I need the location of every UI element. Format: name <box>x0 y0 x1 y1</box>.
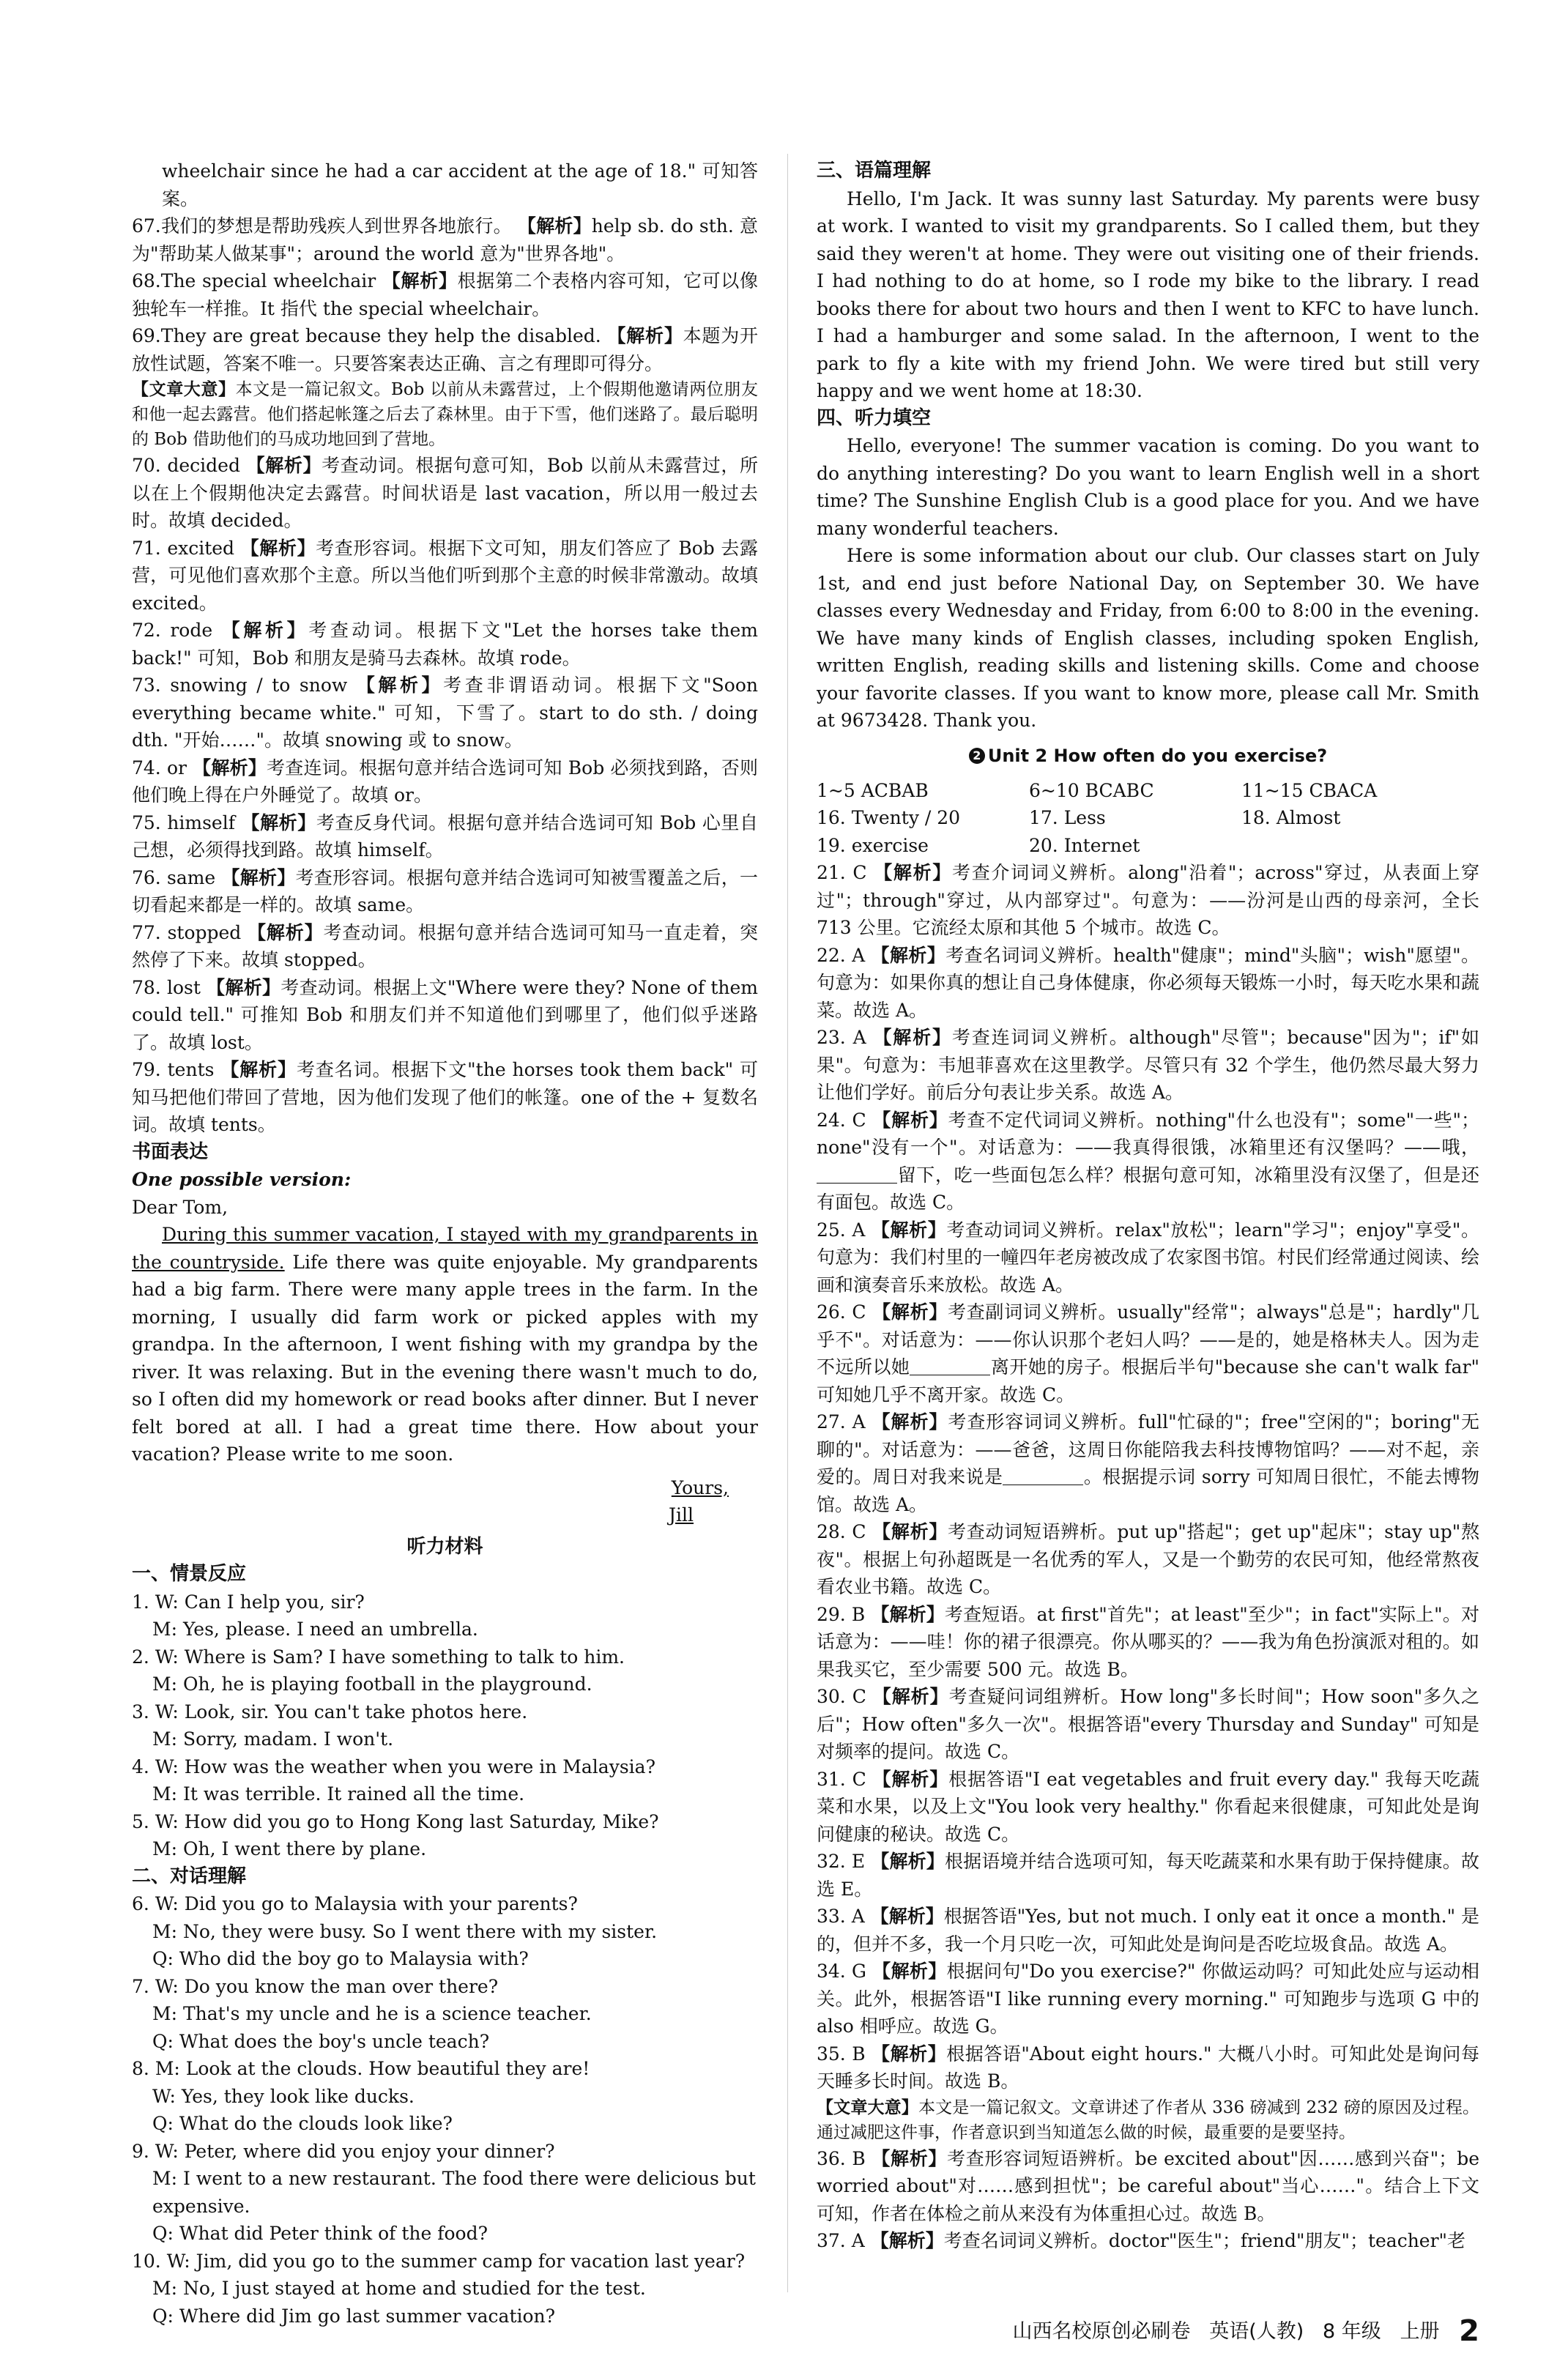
analysis-tag: 【解析】 <box>248 921 324 943</box>
answer-value: decided <box>167 455 240 476</box>
item-number: 24. <box>817 1109 846 1131</box>
item-number: 9. <box>132 2140 149 2162</box>
dialogue-text: W: Yes, they look like ducks. <box>152 2085 415 2107</box>
analysis-tag: 【解析】 <box>871 944 946 966</box>
analysis-tag: 【解析】 <box>220 1059 297 1080</box>
dialogue-text: W: How was the weather when you were in Malaysia? <box>155 1755 655 1777</box>
letter-closing: Yours, <box>671 1476 729 1498</box>
analysis-tag: 【解析】 <box>872 1521 948 1542</box>
answer-value: A <box>852 944 866 966</box>
analysis-tag: 【解析】 <box>607 325 683 346</box>
dialogue-line <box>132 1698 758 1726</box>
right-summary-paragraph <box>817 2095 1479 2145</box>
answer-cell: 18. Almost <box>1241 807 1341 828</box>
answer-item <box>817 859 1479 942</box>
analysis-text: 根据语境并结合选项可知，每天吃蔬菜和水果有助于保持健康。故选 E。 <box>817 1851 1479 1900</box>
column-divider <box>787 154 788 2292</box>
answer-value: or <box>166 757 187 779</box>
item-number: 36. <box>817 2147 846 2169</box>
analysis-text-cont: 。根据提示词 sorry 可知周日很忙，不能去博物馆。故选 A。 <box>817 1466 1479 1515</box>
dialogue-line <box>132 2028 758 2056</box>
answer-value: B <box>852 2147 866 2169</box>
answer-item <box>817 1903 1479 1958</box>
analysis-tag: 【解析】 <box>193 757 267 779</box>
dialogue-text: M: That's my uncle and he is a science teacher. <box>152 2003 592 2024</box>
answer-item <box>132 754 758 809</box>
answer-item <box>132 452 758 535</box>
dialogue-text: M: Oh, he is playing football in the playground. <box>152 1673 592 1695</box>
item-number: 29. <box>817 1603 846 1625</box>
analysis-text: 考查形容词词义辨析。full"忙碌的"；free"空闲的"；boring"无聊的"。对话意为：——爸爸，这周日你能陪我去科技博物馆吗？——对不起，亲爱的。周日对我来说是 <box>817 1411 1479 1487</box>
answer-item <box>817 1107 1479 1216</box>
item-number: 32. <box>817 1851 846 1872</box>
answer-cell: 19. exercise <box>817 834 929 856</box>
item-number: 26. <box>817 1301 846 1323</box>
answer-value: stopped <box>167 921 242 943</box>
item-number: 21. <box>817 862 846 883</box>
letter-signature: Jill <box>668 1504 694 1526</box>
answer-item <box>132 864 758 919</box>
answer-value: B <box>852 2043 866 2065</box>
analysis-tag: 【解析】 <box>872 1768 949 1790</box>
answer-item <box>817 942 1479 1025</box>
dialogue-text: M: Sorry, madam. I won't. <box>152 1728 394 1750</box>
dialogue-text: M: It was terrible. It rained all the time. <box>152 1783 525 1805</box>
fill-blank <box>910 1357 990 1375</box>
answer-text: The special wheelchair <box>160 270 376 291</box>
answer-value: G <box>852 1961 867 1982</box>
section4-paragraph-1: Hello, everyone! The summer vacation is coming. Do you want to do anything interesting? Do you want to learn English well in a short time? The Sunshine English Club is a good place for you. And we have many wonderful teachers. <box>817 435 1479 539</box>
item-number: 70. <box>132 455 161 476</box>
analysis-text: 考查连词词义辨析。although"尽管"；because"因为"；if"如果"。句意为：韦旭菲喜欢在这里教学。尽管只有 32 个学生，他仍然尽最大努力让他们学好。前后分句表让步关系。故选 A。 <box>817 1027 1480 1103</box>
answer-value: excited <box>167 537 235 559</box>
analysis-text: 考查疑问词组辨析。How long"多长时间"；How soon"多久之后"；How often"多久一次"。根据答语"every Thursday and Sunday" 可知是对频率的提问。故选 C。 <box>817 1686 1479 1762</box>
dialogue-text: Q: Where did Jim go last summer vacation? <box>152 2305 556 2327</box>
analysis-text: 根据答语"Yes, but not much. I only eat it once a month." 是的，但并不多，我一个月只吃一次，可知此处是询问是否吃垃圾食品。故选 A。 <box>817 1906 1480 1955</box>
answer-value: A <box>852 1411 866 1433</box>
left-column <box>132 157 758 2330</box>
item-number: 67. <box>132 215 161 237</box>
answer-cell: 17. Less <box>1029 807 1106 828</box>
item-number: 78. <box>132 976 161 998</box>
answer-value: same <box>166 866 216 888</box>
dialogue-line <box>132 1753 758 1781</box>
analysis-text: 考查不定代词词义辨析。nothing"什么也没有"；some"一些"；none"没有一个"。对话意为：——我真得很饿，冰箱里还有汉堡吗？——哦， <box>817 1109 1479 1158</box>
item-number: 75. <box>132 811 161 833</box>
answer-cell: 6~10 BCABC <box>1029 779 1154 801</box>
answer-item <box>817 1766 1479 1848</box>
answer-line <box>132 212 758 267</box>
answers-36-37 <box>817 2145 1479 2255</box>
answer-item <box>132 974 758 1057</box>
section1-dialogues <box>132 1589 758 1863</box>
answer-item <box>132 672 758 754</box>
answer-value: C <box>852 1109 866 1131</box>
answer-item <box>817 1848 1479 1903</box>
dialogue-line <box>132 1589 758 1616</box>
item-number: 79. <box>132 1059 161 1080</box>
answer-value: snowing / to snow <box>170 675 348 696</box>
item-number: 3. <box>132 1701 149 1723</box>
answer-value: C <box>852 862 867 883</box>
item-number: 5. <box>132 1810 149 1832</box>
answer-line <box>132 267 758 322</box>
answer-item <box>817 2040 1479 2095</box>
answer-item <box>132 809 758 864</box>
item-number: 23. <box>817 1027 846 1048</box>
dialogue-text: W: Can I help you, sir? <box>155 1591 365 1613</box>
answer-text: They are great because they help the disabled. <box>160 325 601 346</box>
analysis-text: 根据问句"Do you exercise?" 你做运动吗？可知此处应与运动相关。此外，根据答语"I like running every morning." 可知跑步与选项 G 中的 also 相呼应。故选 G。 <box>817 1961 1479 2037</box>
answer-value: lost <box>167 976 201 998</box>
answer-value: himself <box>167 811 235 833</box>
answer-value: tents <box>167 1059 215 1080</box>
analysis-tag: 【解析】 <box>221 620 309 641</box>
item-number: 1. <box>132 1591 149 1613</box>
dialogue-line <box>132 1616 758 1643</box>
answer-value: B <box>851 1603 866 1625</box>
answer-item <box>817 1408 1479 1518</box>
dialogue-text: Q: What does the boy's uncle teach? <box>152 2030 490 2052</box>
dialogue-line <box>132 1890 758 1918</box>
item-number: 4. <box>132 1755 149 1777</box>
item-number: 34. <box>817 1961 846 1982</box>
item-number: 22. <box>817 944 846 966</box>
answer-value: rode <box>170 620 213 641</box>
analysis-tag: 【解析】 <box>382 270 458 291</box>
dialogue-text: W: Did you go to Malaysia with your parents? <box>155 1893 578 1914</box>
dialogue-line <box>132 2055 758 2083</box>
section2-dialogues <box>132 1890 758 2330</box>
analysis-tag: 【解析】 <box>872 1411 948 1433</box>
dialogue-line <box>132 2248 758 2275</box>
analysis-text: 考查名词词义辨析。doctor"医生"；friend"朋友"；teacher"老 <box>943 2230 1466 2251</box>
writing-version: One possible version: <box>132 1169 352 1190</box>
dialogue-text: M: No, I just stayed at home and studied for the test. <box>152 2278 646 2299</box>
unit-title: Unit 2 How often do you exercise? <box>987 745 1328 766</box>
item-number: 71. <box>132 537 161 559</box>
answer-item <box>132 919 758 974</box>
dialogue-line <box>132 2220 758 2248</box>
fill-blank <box>1003 1467 1083 1485</box>
dialogue-line <box>132 1835 758 1863</box>
item-number: 72. <box>132 620 161 641</box>
answer-item <box>817 1683 1479 1766</box>
item-number: 7. <box>132 1975 149 1997</box>
answer-item <box>132 617 758 672</box>
analysis-tag: 【解析】 <box>872 1686 949 1707</box>
item-number: 69. <box>132 325 161 346</box>
analysis-text: 考查动词短语辨析。put up"搭起"；get up"起床"；stay up"熬夜"。根据上句孙超既是一名优秀的军人，又是一个勤劳的农民可知，他经常熬夜看农业书籍。故选 C。 <box>817 1521 1479 1597</box>
section4-paragraph-2: Here is some information about our club. Our classes start on July 1st, and end just before National Day, on September 30. We have classes every Wednesday and Friday, from 6:00 to 8:00 in the evening. We have many kinds of English classes, including spoken English, written English, reading skills and listening skills. Come and choose your favorite classes. If you want to know more, please call Mr. Smith at 9673428. Thank you. <box>817 545 1479 731</box>
listening-title: 听力材料 <box>406 1535 483 1558</box>
answer-item <box>817 2145 1479 2228</box>
analysis-tag: 【解析】 <box>872 2043 947 2065</box>
answer-item <box>132 535 758 617</box>
footer-subject: 英语(人教) <box>1209 2320 1304 2343</box>
analysis-text: 考查副词词义辨析。usually"经常"；always"总是"；hardly"几乎不"。对话意为：——你认识那个老妇人吗？——是的，她是格林夫人。因为走不远所以她 <box>817 1301 1479 1378</box>
answer-cell: 16. Twenty / 20 <box>817 807 961 828</box>
analysis-tag: 【解析】 <box>872 2147 948 2169</box>
answer-cell: 1~5 ACBAB <box>817 779 929 801</box>
item-number: 27. <box>817 1411 846 1433</box>
dialogue-text: M: Look at the clouds. How beautiful they are! <box>155 2058 590 2079</box>
section4-header: 四、听力填空 <box>817 406 932 429</box>
answer-value: C <box>852 1768 866 1790</box>
dialogue-line <box>132 1808 758 1836</box>
analysis-tag: 【解析】 <box>873 1027 952 1048</box>
answers-67-69 <box>132 157 758 377</box>
item-number: 8. <box>132 2058 149 2079</box>
dialogue-line <box>132 1671 758 1698</box>
analysis-text: 考查连词。根据句意并结合选词可知 Bob 必须找到路，否则他们晚上得在户外睡觉了。故填 or。 <box>132 757 758 806</box>
analysis-tag: 【解析】 <box>872 1961 947 1982</box>
dialogue-line <box>132 2110 758 2138</box>
answer-line <box>132 322 758 377</box>
analysis-tag: 【解析】 <box>241 811 316 833</box>
analysis-tag: 【解析】 <box>874 862 952 883</box>
analysis-tag: 【解析】 <box>356 675 444 696</box>
section3-header: 三、语篇理解 <box>817 160 932 182</box>
dialogue-line <box>132 2303 758 2330</box>
letter-body <box>132 1221 758 1468</box>
analysis-tag: 【解析】 <box>207 976 281 998</box>
analysis-text: 根据答语"I eat vegetables and fruit every day." 我每天吃蔬菜和水果，以及上文"You look very healthy." 你看起来很健康，可知此处是询问健康的秘诀。故选 C。 <box>817 1768 1479 1845</box>
item-number: 33. <box>817 1906 846 1927</box>
analysis-tag: 【解析】 <box>870 2230 944 2251</box>
analysis-text: 根据第二个表格内容可知，它可以像独轮车一样推。It 指代 the special wheelchair。 <box>132 270 758 319</box>
item-number: 37. <box>817 2230 846 2251</box>
answers-21-35 <box>817 859 1479 2095</box>
item-number: 73. <box>132 675 161 696</box>
summary-tag: 【文章大意】 <box>817 2098 918 2117</box>
dialogue-line <box>132 2275 758 2303</box>
page-footer <box>817 2309 1479 2353</box>
answer-text: wheelchair since he had a car accident at the age of 18." 可知答案。 <box>162 160 758 209</box>
answer-value: A <box>852 1219 866 1241</box>
answer-value: A <box>851 1906 865 1927</box>
answer-value: C <box>852 1301 866 1323</box>
answers-70-79 <box>132 452 758 1139</box>
answer-item <box>817 1298 1479 1408</box>
dialogue-text: W: Jim, did you go to the summer camp for vacation last year? <box>166 2250 746 2272</box>
analysis-text: help sb. do sth. 意为"帮助某人做某事"；around the world 意为"世界各地"。 <box>132 215 758 264</box>
summary-text: 本文是一篇记叙文。文章讲述了作者从 336 磅减到 232 磅的原因及过程。通过减肥这件事，作者意识到当知道怎么做的时候，最重要的是要坚持。 <box>817 2098 1480 2142</box>
answer-line <box>132 157 758 212</box>
dialogue-line <box>132 2000 758 2028</box>
answer-value: C <box>852 1521 866 1542</box>
dialogue-text: M: I went to a new restaurant. The food there were delicious but expensive. <box>152 2168 756 2217</box>
item-number: 2. <box>132 1646 149 1668</box>
dialogue-text: W: Do you know the man over there? <box>155 1975 499 1997</box>
analysis-text: 考查名词词义辨析。health"健康"；mind"头脑"；wish"愿望"。句意为：如果你真的想让自己身体健康，你必须每天锻炼一小时，每天吃水果和蔬菜。故选 A。 <box>817 944 1479 1021</box>
dialogue-text: Q: What did Peter think of the food? <box>152 2223 488 2244</box>
analysis-tag: 【解析】 <box>870 1906 944 1927</box>
analysis-text: 考查形容词。根据下文可知，朋友们答应了 Bob 去露营，可见他们喜欢那个主意。所以当他们听到那个主意的时候非常激动。故填 excited。 <box>132 537 758 614</box>
analysis-text: 考查动词。根据上文"Where were they? None of them could tell." 可推知 Bob 和朋友们并不知道他们到哪里了，他们似乎迷路了。故填 lost。 <box>132 976 758 1053</box>
analysis-tag: 【解析】 <box>246 455 322 476</box>
item-number: 30. <box>817 1686 846 1707</box>
summary-text: 本文是一篇记叙文。Bob 以前从未露营过，上个假期他邀请两位朋友和他一起去露营。他们搭起帐篷之后去了森林里。由于下雪，他们迷路了。最后聪明的 Bob 借助他们的马成功地回到了营地。 <box>132 380 758 449</box>
analysis-text: 本题为开放性试题，答案不唯一。只要答案表达正确、言之有理即可得分。 <box>132 325 758 374</box>
summary-paragraph <box>132 377 758 452</box>
analysis-tag: 【解析】 <box>872 1301 948 1323</box>
answer-value: A <box>852 1027 866 1048</box>
section3-text: Hello, I'm Jack. It was sunny last Saturday. My parents were busy at work. I wanted to visit my grandparents. So I called them, but they said they weren't at home. They were out visiting one of their friends. I had nothing to do at home, so I rode my bike to the library. I read books there for about two hours and then I went to KFC to have lunch. I had a hamburger and some salad. In the afternoon, I went to the park to fly a kite with my friend John. We were tired but still very happy and we went home at 18:30. <box>817 187 1479 401</box>
analysis-text: 考查短语。at first"首先"；at least"至少"；in fact"实际上"。对话意为：——哇！你的裙子很漂亮。你从哪买的？——我为角色扮演派对租的。如果我买它，至少需要 500 元。故选 B。 <box>817 1603 1479 1680</box>
analysis-text: 考查反身代词。根据句意并结合选词可知 Bob 心里自己想，必须得找到路。故填 himself。 <box>132 811 758 861</box>
dialogue-line <box>132 2083 758 2111</box>
unit-number-badge: 2 <box>969 748 985 764</box>
letter-greeting: Dear Tom, <box>132 1196 228 1218</box>
analysis-text: 考查名词。根据下文"the horses took them back" 可知马把他们带回了营地，因为他们发现了他们的帐篷。one of the + 复数名词。故填 tents。 <box>132 1059 758 1135</box>
analysis-text: 考查动词词义辨析。relax"放松"；learn"学习"；enjoy"享受"。句意为：我们村里的一幢四年老房被改成了农家图书馆。村民们经常通过阅读、绘画和演奏音乐来放松。故选 A。 <box>817 1219 1479 1296</box>
answer-item <box>817 1601 1479 1684</box>
answer-value: A <box>851 2230 865 2251</box>
analysis-text: 考查动词。根据句意可知，Bob 以前从未露营过，所以在上个假期他决定去露营。时间状语是 last vacation，所以用一般过去时。故填 decided。 <box>132 455 758 531</box>
analysis-tag: 【解析】 <box>871 1603 945 1625</box>
dialogue-line <box>132 1918 758 1946</box>
page-number: 2 <box>1459 2314 1479 2348</box>
dialogue-line <box>132 2165 758 2220</box>
analysis-text: 考查动词。根据下文"Let the horses take them back!" 可知，Bob 和朋友是骑马去森林。故填 rode。 <box>132 620 758 669</box>
letter-text: Life there was quite enjoyable. My grandparents had a big farm. There were many apple trees in the farm. In the morning, I usually did farm work or picked apples with my grandpa. In the afternoon, I went fishing with my grandpa by the river. It was relaxing. But in the evening there wasn't much to do, so I often did my homework or read books after dinner. But I never felt bored at all. I had a great time there. How about your vacation? Please write to me soon. <box>132 1251 758 1465</box>
answer-cell: 20. Internet <box>1029 834 1140 856</box>
analysis-text: 根据答语"About eight hours." 大概八小时。可知此处是询问每天睡多长时间。故选 B。 <box>817 2043 1479 2092</box>
answers-grid <box>817 777 1479 860</box>
answer-item <box>817 1518 1479 1601</box>
item-number: 31. <box>817 1768 846 1790</box>
answer-item <box>817 1024 1479 1107</box>
dialogue-line <box>132 2138 758 2166</box>
analysis-text-cont: 离开她的房子。根据后半句"because she can't walk far" 可知她几乎不离开家。故选 C。 <box>817 1356 1479 1405</box>
answer-text: 我们的梦想是帮助残疾人到世界各地旅行。 <box>160 215 512 237</box>
answer-item <box>817 2227 1479 2255</box>
analysis-tag: 【解析】 <box>240 537 316 559</box>
dialogue-line <box>132 1643 758 1671</box>
dialogue-line <box>132 1945 758 1973</box>
answer-cell: 11~15 CBACA <box>1241 779 1378 801</box>
item-number: 76. <box>132 866 161 888</box>
dialogue-text: M: Oh, I went there by plane. <box>152 1838 427 1859</box>
section1-header: 一、情景反应 <box>132 1563 247 1585</box>
footer-series: 山西名校原创必刷卷 <box>1012 2320 1191 2343</box>
dialogue-line <box>132 1780 758 1808</box>
dialogue-text: Q: Who did the boy go to Malaysia with? <box>152 1948 529 1969</box>
analysis-tag: 【解析】 <box>871 1851 945 1872</box>
analysis-text: 考查动词。根据句意并结合选词可知马一直走着，突然停了下来。故填 stopped。 <box>132 921 758 970</box>
dialogue-text: M: Yes, please. I need an umbrella. <box>152 1619 478 1640</box>
item-number: 74. <box>132 757 161 779</box>
unit-heading <box>817 739 1479 773</box>
item-number: 10. <box>132 2250 161 2272</box>
fill-blank <box>817 1165 897 1184</box>
answer-item <box>817 1958 1479 2040</box>
analysis-text: 考查介词词义辨析。along"沿着"；across"穿过，从表面上穿过"；through"穿过，从内部穿过"。句意为：——汾河是山西的母亲河，全长 713 公里。它流经太原和其他 5 个城市。故选 C。 <box>817 862 1480 938</box>
footer-grade: 8 年级 <box>1323 2320 1381 2343</box>
dialogue-text: M: No, they were busy. So I went there with my sister. <box>152 1920 658 1942</box>
right-column <box>817 157 1479 2255</box>
dialogue-line <box>132 1973 758 2001</box>
dialogue-text: Q: What do the clouds look like? <box>152 2113 453 2134</box>
writing-header: 书面表达 <box>132 1140 209 1163</box>
analysis-text-cont: 留下，吃一些面包怎么样？根据句意可知，冰箱里没有汉堡了，但是还有面包。故选 C。 <box>817 1164 1479 1213</box>
dialogue-text: W: Where is Sam? I have something to talk to him. <box>155 1646 625 1668</box>
letter-underlined: During this summer vacation, I stayed with my grandparents in the countryside. <box>132 1224 758 1273</box>
answer-value: E <box>851 1851 866 1872</box>
analysis-tag: 【解析】 <box>221 866 296 888</box>
section2-header: 二、对话理解 <box>132 1865 247 1887</box>
answer-item <box>817 1216 1479 1299</box>
item-number: 28. <box>817 1521 846 1542</box>
analysis-tag: 【解析】 <box>871 1219 947 1241</box>
dialogue-text: W: How did you go to Hong Kong last Saturday, Mike? <box>155 1810 659 1832</box>
answer-item <box>132 1056 758 1139</box>
analysis-tag: 【解析】 <box>517 215 592 237</box>
dialogue-line <box>132 1725 758 1753</box>
item-number: 25. <box>817 1219 846 1241</box>
analysis-text: 考查形容词。根据句意并结合选词可知被雪覆盖之后，一切看起来都是一样的。故填 same。 <box>132 866 758 915</box>
item-number: 77. <box>132 921 161 943</box>
summary-tag: 【文章大意】 <box>132 380 236 399</box>
item-number: 6. <box>132 1893 149 1914</box>
item-number: 68. <box>132 270 161 291</box>
analysis-text: 考查形容词短语辨析。be excited about"因……感到兴奋"；be worried about"对……感到担忧"；be careful about"当心……"。结合上下文可知，作者在体检之前从来没有为体重担心过。故选 B。 <box>817 2147 1479 2224</box>
dialogue-text: W: Peter, where did you enjoy your dinner? <box>155 2140 555 2162</box>
analysis-tag: 【解析】 <box>872 1109 948 1131</box>
dialogue-text: W: Look, sir. You can't take photos here. <box>155 1701 528 1723</box>
answer-value: C <box>852 1686 866 1707</box>
analysis-text: 考查非谓语动词。根据下文"Soon everything became white." 可知，下雪了。start to do sth. / doing dth. "开始……"。故填 snowing 或 to snow。 <box>132 675 758 751</box>
footer-term: 上册 <box>1400 2320 1440 2343</box>
item-number: 35. <box>817 2043 846 2065</box>
